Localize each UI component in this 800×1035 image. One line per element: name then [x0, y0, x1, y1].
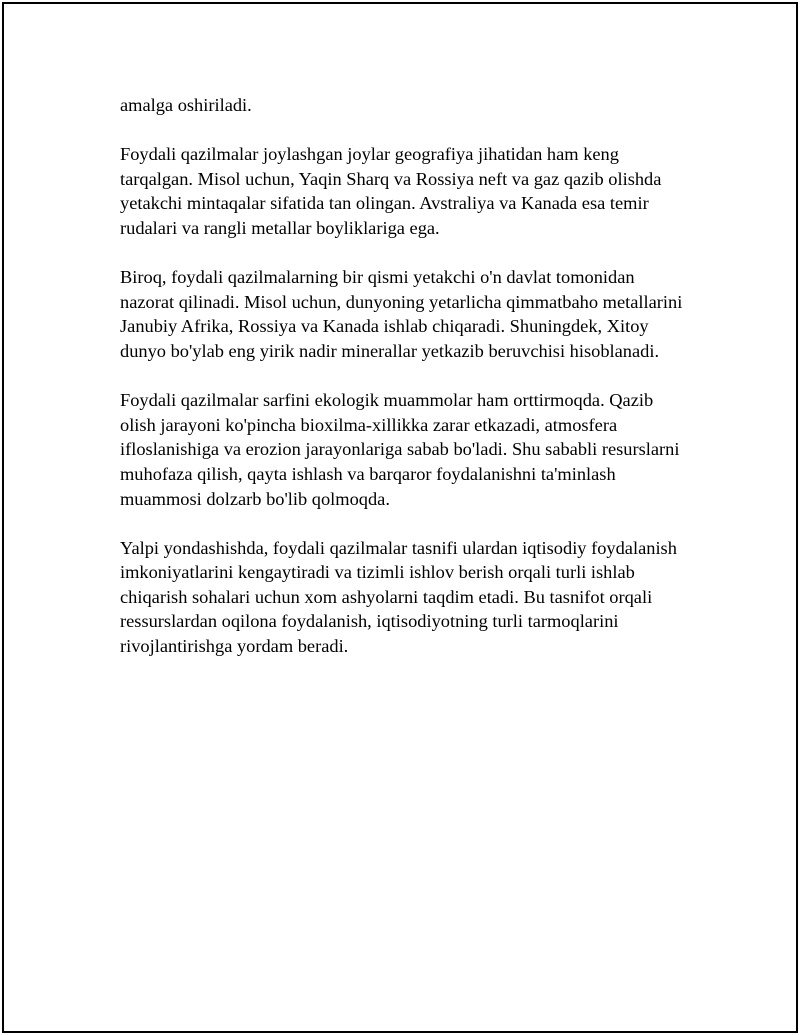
paragraph: Foydali qazilmalar sarfini ekologik muammolar ham orttirmoqda. Qazib olish jarayoni ko'pincha bioxilma-xillikka zarar etkazadi, atmosfera ifloslanishiga va erozion jarayonlariga sabab bo'ladi. Shu sababli resurslarni muhofaza qilish, qayta ishlash va barqaror foydalanishni ta'minlash muammosi dolzarb bo'lib qolmoqda.	[120, 390, 680, 509]
document-page	[2, 2, 798, 1033]
paragraph: Yalpi yondashishda, foydali qazilmalar tasnifi ulardan iqtisodiy foydalanish imkoniyatlarini kengaytiradi va tizimli ishlov berish orqali turli ishlab chiqarish sohalari uchun xom ashyolarni taqdim etadi. Bu tasnifot orqali ressurslardan oqilona foydalanish, iqtisodiyotning turli tarmoqlarini rivojlantirishga yordam beradi.	[120, 537, 677, 657]
document-body	[120, 93, 690, 683]
paragraph: Foydali qazilmalar joylashgan joylar geografiya jihatidan ham keng tarqalgan. Misol uchun, Yaqin Sharq va Rossiya neft va gaz qazib olishda yetakchi mintaqalar sifatida tan olingan. Avstraliya va Kanada esa temir rudalari va rangli metallar boyliklariga ega.	[120, 144, 662, 238]
paragraph: amalga oshiriladi.	[120, 95, 252, 115]
paragraph: Biroq, foydali qazilmalarning bir qismi yetakchi o'n davlat tomonidan nazorat qilinadi. Misol uchun, dunyoning yetarlicha qimmatbaho metallarini Janubiy Afrika, Rossiya va Kanada ishlab chiqaradi. Shuningdek, Xitoy dunyo bo'ylab eng yirik nadir minerallar yetkazib beruvchisi hisoblanadi.	[120, 267, 683, 361]
